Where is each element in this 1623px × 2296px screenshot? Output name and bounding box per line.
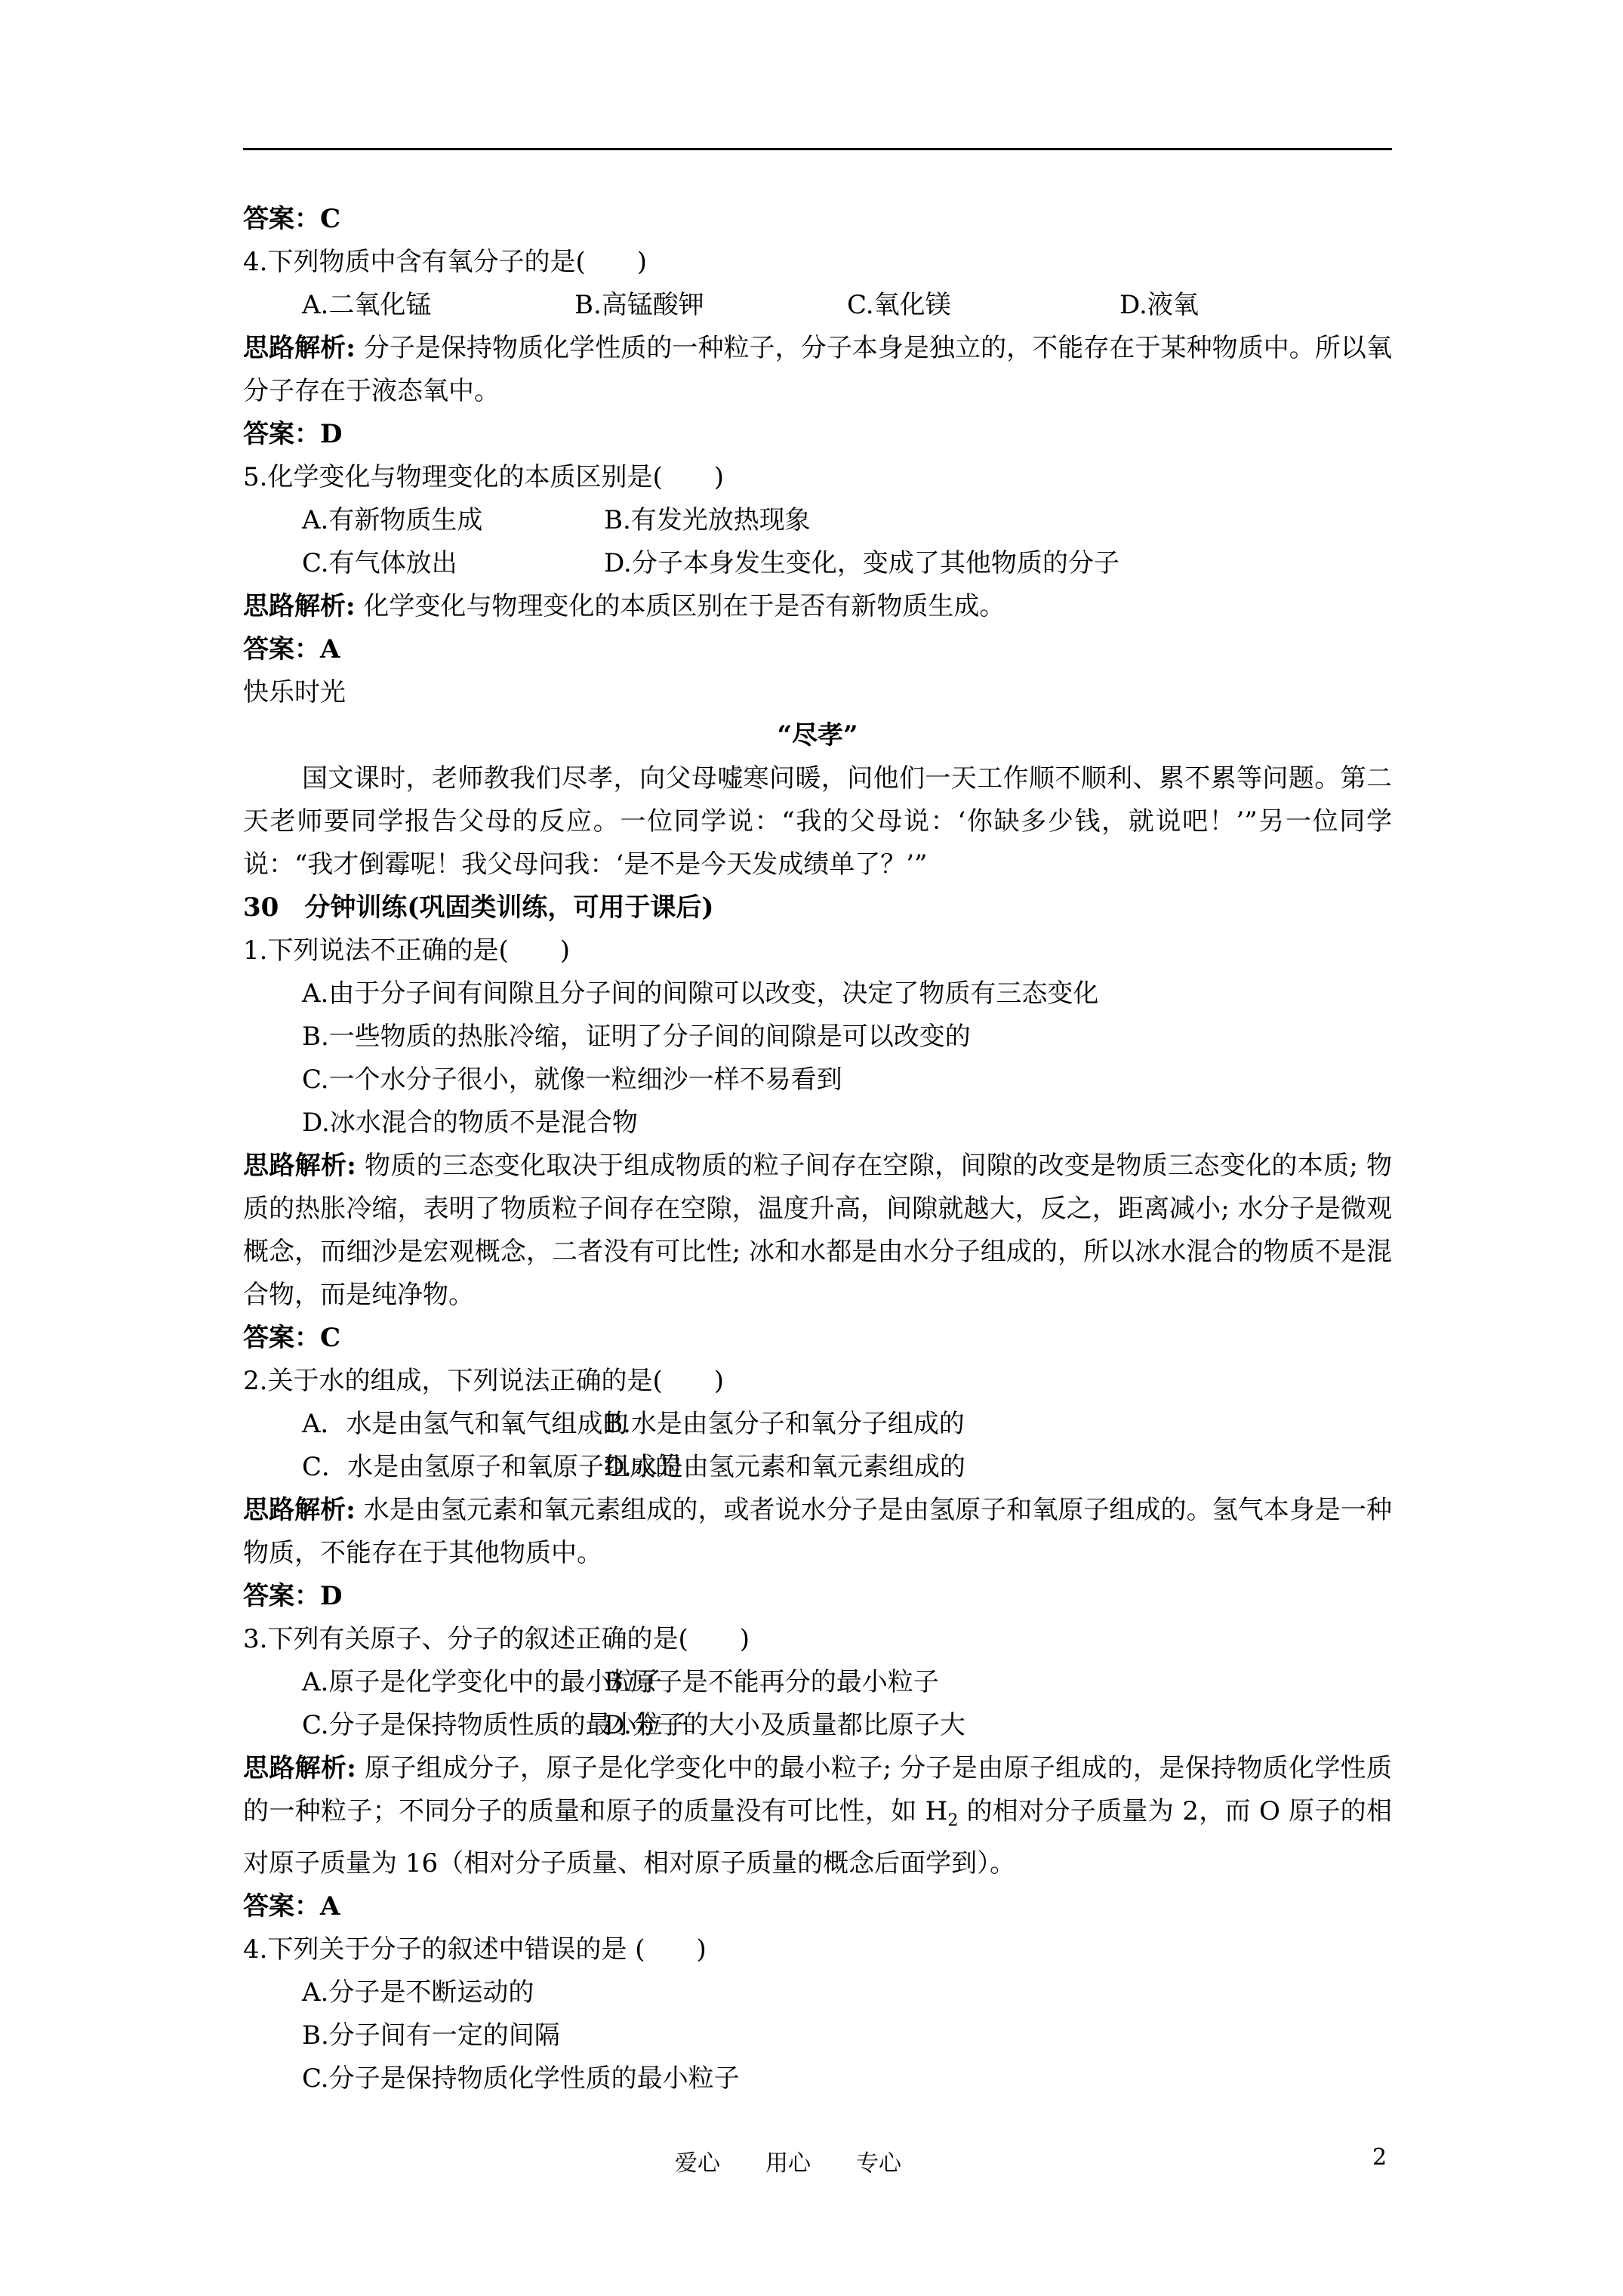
header-rule — [243, 148, 1392, 150]
option-b: B.水是由氢分子和氧分子组成的 — [604, 1409, 965, 1439]
option-d: D.水是由氢元素和氧元素组成的 — [604, 1452, 965, 1482]
s4-option-a: A.分子是不断运动的 — [302, 1977, 534, 2008]
explanation-text: 物质的三态变化取决于组成物质的粒子间存在空隙，间隙的改变是物质三态变化的本质; 物质的热胀冷缩，表明了物质粒子间存在空隙，温度升高，间隙就越大，反之，距离减小; 水分子是微观概念，而细沙是宏观概念，二者没有可比性; 冰和水都是由水分子组成的，所以冰水混合的物质不是混合物，而是纯净物。 — [243, 1151, 1392, 1310]
s4-option-b: B.分子间有一定的间隔 — [302, 2020, 560, 2051]
question-5-explanation — [243, 585, 1392, 628]
document-body — [243, 198, 1392, 2100]
question-4-options — [243, 284, 1392, 327]
subscript: 2 — [947, 1811, 959, 1830]
s2-explanation — [243, 1489, 1392, 1575]
s1-option-a: A.由于分子间有间隙且分子间的间隙可以改变，决定了物质有三态变化 — [302, 978, 1099, 1009]
section-heading: 30 分钟训练(巩固类训练，可用于课后) — [243, 892, 714, 923]
option-d: D.分子的大小及质量都比原子大 — [604, 1710, 965, 1740]
option-a: A.有新物质生成 — [302, 505, 483, 535]
section-happy-time: 快乐时光 — [243, 677, 346, 707]
answer-line: 答案：C — [243, 204, 341, 234]
explanation-label: 思路解析: — [243, 1753, 356, 1783]
s1-option-b: B.一些物质的热胀冷缩，证明了分子间的间隙是可以改变的 — [302, 1022, 971, 1052]
s3-question: 3.下列有关原子、分子的叙述正确的是( ) — [243, 1624, 750, 1654]
answer-line: 答案：C — [243, 1323, 341, 1353]
explanation-text-cont: 的相对分子质量为 2，而 O 原子的相对原子质量为 16（相对分子质量、相对原子质量的概念后面学到）。 — [243, 1796, 1392, 1878]
option-c: C.氧化镁 — [847, 290, 951, 320]
page-number: 2 — [1372, 2144, 1387, 2171]
option-d: D.液氧 — [1119, 290, 1199, 320]
s2-question: 2.关于水的组成，下列说法正确的是( ) — [243, 1366, 724, 1396]
answer-line: 答案：A — [243, 634, 340, 664]
question-5: 5.化学变化与物理变化的本质区别是( ) — [243, 462, 724, 492]
explanation-text: 水是由氢元素和氧元素组成的，或者说水分子是由氢原子和氧原子组成的。氢气本身是一种物质，不能存在于其他物质中。 — [243, 1495, 1392, 1568]
option-b: B.高锰酸钾 — [574, 290, 704, 320]
s2-options-row2 — [243, 1446, 1392, 1489]
explanation-label: 思路解析: — [243, 591, 356, 621]
explanation-label: 思路解析: — [243, 1151, 356, 1181]
option-b: B.有发光放热现象 — [604, 505, 811, 535]
option-c: C.分子是保持物质性质的最小粒子 — [302, 1710, 688, 1740]
s3-options-row2 — [243, 1704, 1392, 1747]
option-d: D.分子本身发生变化，变成了其他物质的分子 — [604, 548, 1119, 578]
explanation-label: 思路解析: — [243, 333, 356, 363]
s1-option-d: D.冰水混合的物质不是混合物 — [302, 1108, 638, 1138]
story-title: “尽孝” — [777, 720, 858, 750]
s4-option-c: C.分子是保持物质化学性质的最小粒子 — [302, 2063, 740, 2094]
s4-question: 4.下列关于分子的叙述中错误的是 ( ) — [243, 1934, 707, 1965]
option-c: C．水是由氢原子和氧原子组成的 — [302, 1452, 682, 1482]
option-a: A.原子是化学变化中的最小粒子 — [302, 1667, 663, 1697]
s1-explanation — [243, 1145, 1392, 1317]
story-body: 国文课时，老师教我们尽孝，向父母嘘寒问暖，问他们一天工作顺不顺利、累不累等问题。第二天老师要同学报告父母的反应。一位同学说：“我的父母说：‘你缺多少钱，就说吧！’”另一位同学说：“我才倒霉呢！我父母问我：‘是不是今天发成绩单了？’” — [243, 763, 1392, 880]
option-b: B.原子是不能再分的最小粒子 — [604, 1667, 939, 1697]
explanation-label: 思路解析: — [243, 1495, 356, 1525]
explanation-text: 分子是保持物质化学性质的一种粒子，分子本身是独立的，不能存在于某种物质中。所以氧分子存在于液态氧中。 — [243, 333, 1392, 406]
s3-options-row1 — [243, 1661, 1392, 1704]
question-4-explanation — [243, 327, 1392, 413]
explanation-text: 原子组成分子，原子是化学变化中的最小粒子; 分子是由原子组成的，是保持物质化学性质的一种粒子；不同分子的质量和原子的质量没有可比性，如 H — [243, 1753, 1392, 1826]
option-a: A.二氧化锰 — [302, 290, 432, 320]
option-a: A．水是由氢气和氧气组成的 — [302, 1409, 629, 1439]
answer-line: 答案：D — [243, 419, 343, 449]
explanation-text: 化学变化与物理变化的本质区别在于是否有新物质生成。 — [355, 591, 1006, 621]
option-c: C.有气体放出 — [302, 548, 457, 578]
s1-option-c: C.一个水分子很小，就像一粒细沙一样不易看到 — [302, 1065, 842, 1095]
question-4: 4.下列物质中含有氧分子的是( ) — [243, 247, 647, 277]
question-5-options-row1 — [243, 499, 1392, 542]
answer-line: 答案：A — [243, 1891, 340, 1922]
question-5-options-row2 — [243, 542, 1392, 585]
footer-motto: 爱心 用心 专心 — [675, 2150, 901, 2177]
s3-explanation — [243, 1747, 1392, 1885]
answer-line: 答案：D — [243, 1581, 343, 1611]
s1-question: 1.下列说法不正确的是( ) — [243, 935, 570, 966]
s2-options-row1 — [243, 1403, 1392, 1446]
